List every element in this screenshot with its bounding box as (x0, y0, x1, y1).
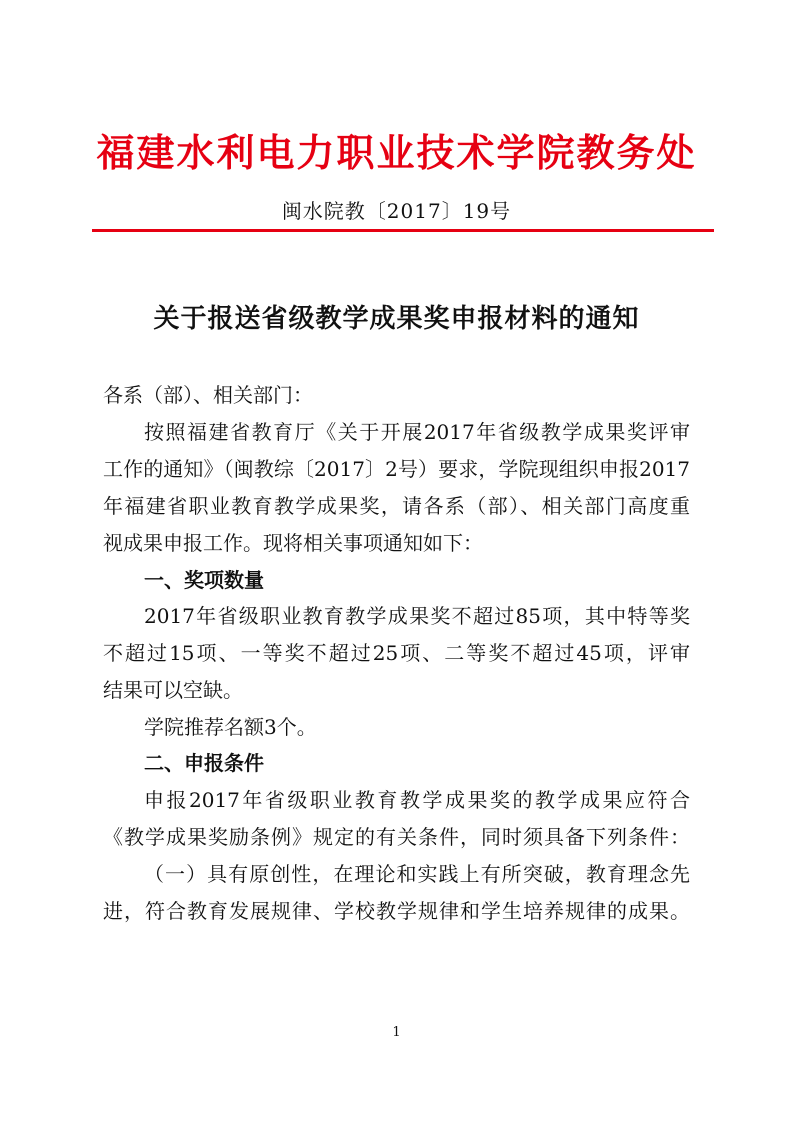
intro-line: 年福建省职业教育教学成果奖，请各系（部）、相关部门高度重 (103, 494, 690, 518)
notice-title: 关于报送省级教学成果奖申报材料的通知 (153, 304, 640, 334)
condition-item-line: （一）具有原创性，在理论和实践上有所突破，教育理念先 (144, 862, 690, 886)
intro-line: 工作的通知》（闽教综〔2017〕2号）要求，学院现组织申报2017 (103, 457, 690, 481)
recommend-quota: 学院推荐名额3个。 (144, 715, 317, 739)
intro-line: 按照福建省教育厅《关于开展2017年省级教学成果奖评审 (144, 420, 690, 444)
section-body-line: 《教学成果奖励条例》规定的有关条件，同时须具备下列条件： (103, 825, 690, 849)
red-divider-line (92, 229, 714, 232)
condition-item-line: 进，符合教育发展规律、学校教学规律和学生培养规律的成果。 (103, 899, 690, 923)
section-body-line: 申报2017年省级职业教育教学成果奖的教学成果应符合 (144, 788, 690, 812)
page-number: 1 (392, 1025, 401, 1040)
section-body-line: 2017年省级职业教育教学成果奖不超过85项，其中特等奖 (144, 604, 690, 628)
document-number: 闽水院教〔2017〕19号 (281, 199, 512, 223)
salutation: 各系（部）、相关部门： (103, 383, 313, 407)
section-body-line: 不超过15项、一等奖不超过25项、二等奖不超过45项，评审 (103, 641, 690, 665)
section-body-line: 结果可以空缺。 (103, 678, 243, 702)
section-heading-conditions: 二、申报条件 (144, 751, 264, 775)
section-heading-award-quantity: 一、奖项数量 (144, 568, 264, 592)
intro-line: 视成果申报工作。现将相关事项通知如下： (103, 531, 483, 555)
issuer-header-title: 福建水利电力职业技术学院教务处 (96, 130, 697, 175)
